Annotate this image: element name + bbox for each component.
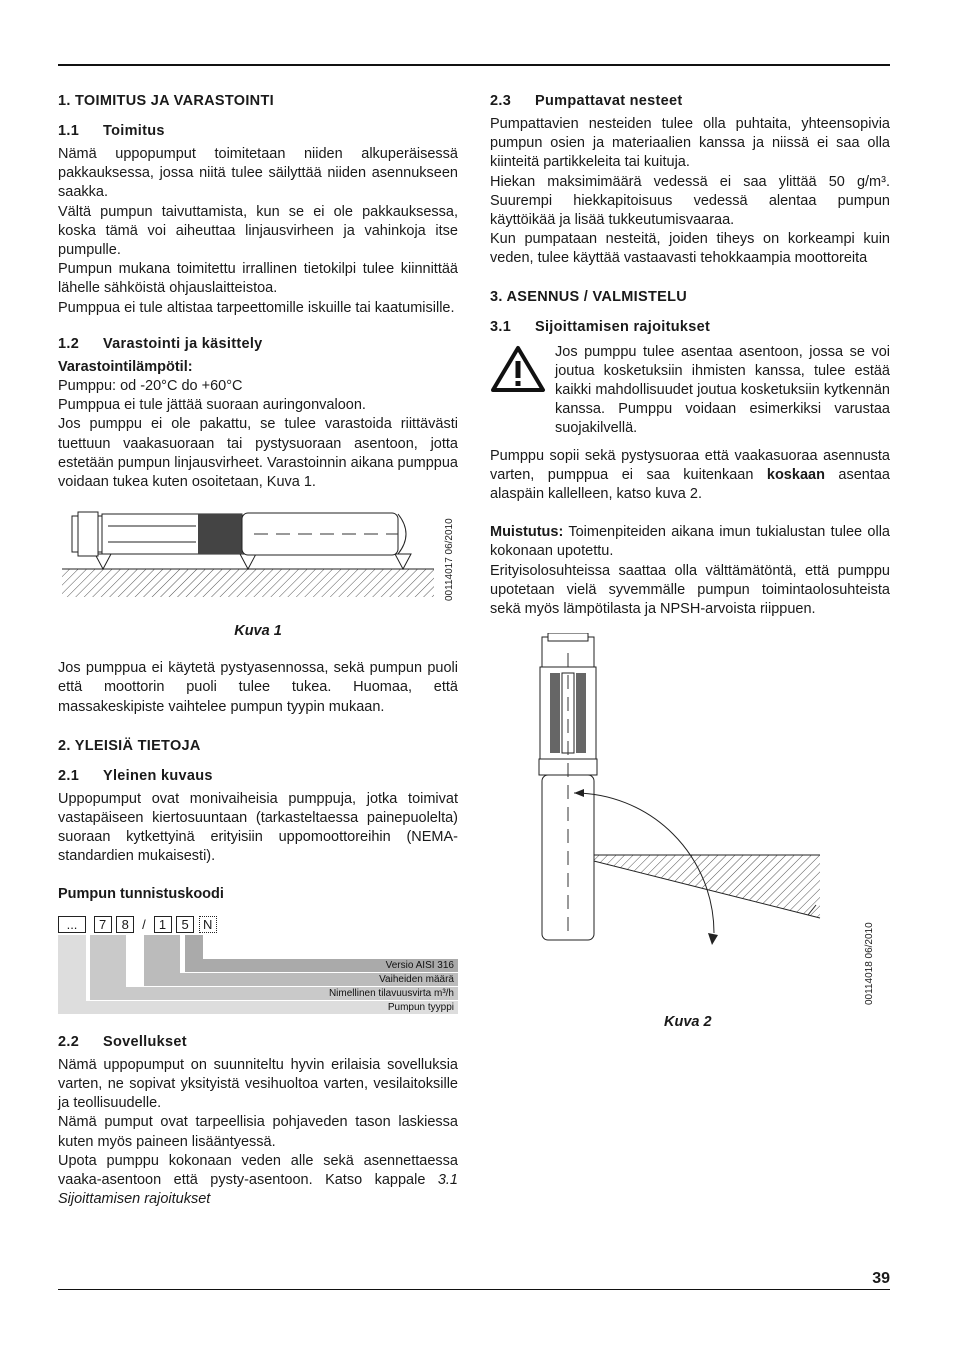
- horizontal-pump-illustration: [58, 504, 458, 619]
- warning-text: Jos pumppu tulee asentaa asentoon, jossa se voi joutua kosketuksiin ihmisten kanssa, tulee estää kaikki mahdollisuudet joutua kosketuksiin kytkennän kanssa. Pumppu voidaan esimerkiksi varustaa suojakilvellä.: [555, 343, 890, 437]
- warning-icon: [490, 345, 546, 393]
- paragraph: Pumppu sopii sekä pystysuoraa että vaakasuoraa asennusta varten, pumppua ei saa kuitenkaan koskaan asentaa alaspäin kallelleen, katso kuva 2.: [490, 447, 890, 503]
- paragraph: Kun pumpataan nesteitä, joiden tiheys on korkeampi kuin veden, tulee käyttää vastaavasti tehokkaampia moottoreita: [490, 231, 890, 267]
- figure-1: [58, 504, 458, 619]
- paragraph: Pumppua ei tule altistaa tarpeettomille iskuille tai kaatumisille.: [58, 299, 455, 316]
- paragraph: Nämä uppopumput on suunniteltu hyvin erilaisia sovelluksia varten, ne sopivat yksityistä vesihuoltoa varten, vesilaitoksille ja teollisuudelle.: [58, 1056, 458, 1112]
- code-boxes: [58, 916, 217, 933]
- page-number: 39: [872, 1270, 890, 1287]
- paragraph: Pumpattavien nesteiden tulee olla puhtaita, yhteensopivia pumpun osien ja materiaalien kanssa ja niissä ei saa olla kiinteitä partikkeleita tai kuituja.: [490, 116, 890, 171]
- figure-1-code: 00114017 06/2010: [444, 518, 455, 602]
- section-2-1-heading: 2.1 Yleinen kuvaus: [58, 767, 213, 784]
- code-box: 1: [154, 916, 172, 933]
- section-1-1-heading: 1.1 Toimitus: [58, 123, 165, 139]
- code-box: 8: [116, 916, 134, 933]
- code-label-bar: Vaiheiden määrä: [144, 973, 458, 986]
- identification-code-diagram: [58, 916, 458, 1014]
- section-3-heading: 3. ASENNUS / VALMISTELU: [490, 288, 688, 305]
- code-label-bar: Versio AISI 316: [185, 959, 458, 972]
- code-title: Pumpun tunnistuskoodi: [58, 885, 224, 902]
- code-separator: /: [142, 916, 146, 932]
- paragraph: Pumpun mukana toimitettu irrallinen tietokilpi tulee kiinnittää lähelle sähköistä ohjauslaitteistoa.: [58, 261, 458, 297]
- bottom-rule: [58, 1289, 890, 1290]
- paragraph: Upota pumppu kokonaan veden alle sekä asennettaessa vaaka-asentoon että pysty-asentoon. Katso kappale 3.1 Sijoittamisen rajoitukset: [58, 1152, 458, 1208]
- section-1-heading: 1. TOIMITUS JA VARASTOINTI: [58, 93, 274, 109]
- paragraph: Nämä pumput ovat tarpeellisia pohjaveden tason laskiessa kuten myös paineen lisääntyessä.: [58, 1114, 458, 1150]
- figure-2: [490, 633, 890, 1018]
- paragraph: Uppopumput ovat monivaiheisia pumppuja, jotka toimivat vastapäiseen kiertosuuntaan (tarkasteltaessa painepuolelta) suoraan kytkettyinä erityisiin uppomoottoreihin (NEMA-standardien mukaisesti).: [58, 790, 458, 865]
- section-2-heading: 2. YLEISIÄ TIETOJA: [58, 737, 201, 754]
- code-box: N: [199, 916, 217, 933]
- warning-block: [490, 343, 890, 439]
- paragraph: Jos pumppu ei ole pakattu, se tulee varastoida riittävästi tuettuun vaakasuoraan tai pystysuoraan asentoon, jotta estetään pumpun linjausvirheet. Varastoinnin aikana pumppua voidaan tukea kuten osoitetaan, Kuva 1.: [58, 416, 458, 491]
- code-box: 5: [176, 916, 194, 933]
- code-box: ...: [58, 916, 86, 933]
- figure-2-caption: Kuva 2: [664, 1014, 712, 1031]
- section-2-3-heading: 2.3 Pumpattavat nesteet: [490, 93, 683, 109]
- section-1-2-heading: 1.2 Varastointi ja käsittely: [58, 335, 263, 352]
- paragraph: Pumppua ei tule jättää suoraan auringonvaloon.: [58, 397, 366, 414]
- top-rule: [58, 64, 890, 66]
- code-box: 7: [94, 916, 112, 933]
- right-column: [490, 93, 890, 1030]
- vertical-pump-illustration: [490, 633, 890, 1018]
- figure-2-code: 00114018 06/2010: [864, 922, 875, 1006]
- paragraph: Erityisolosuhteissa saattaa olla välttämätöntä, että pumppu upotetaan vielä syvemmälle pumpun toimintaolosuhteista sekä myös lämpötilasta ja NPSH-arvoista riippuen.: [490, 562, 890, 618]
- storage-temp-label: Varastointilämpötil:: [58, 358, 193, 375]
- paragraph: Jos pumppua ei käytetä pystyasennossa, sekä pumpun puoli että moottorin puoli tulee tukea. Huomaa, että massakeskipiste vaihtelee pumpun tyypin mukaan.: [58, 660, 458, 715]
- section-2-2-heading: 2.2 Sovellukset: [58, 1033, 187, 1050]
- paragraph: Vältä pumpun taivuttamista, kun se ei ole pakkauksessa, koska tämä voi aiheuttaa linjausvirheen ja vahinkoja itse pumpulle.: [58, 203, 458, 259]
- left-column: [58, 93, 458, 1210]
- figure-1-caption: Kuva 1: [234, 623, 282, 640]
- paragraph: Muistutus: Toimenpiteiden aikana imun tukialustan tulee olla kokonaan upotettu.: [490, 524, 890, 560]
- storage-temp-value: Pumppu: od -20°C do +60°C: [58, 378, 243, 395]
- paragraph: Hiekan maksimimäärä vedessä ei saa ylittää 50 g/m³. Suurempi hiekkapitoisuus vedessä alentaa pumpun käyttöikää ja lisää tukkeutumisvaaraa.: [490, 173, 890, 229]
- section-3-1-heading: 3.1 Sijoittamisen rajoitukset: [490, 318, 711, 335]
- code-label-bar: Pumpun tyyppi: [58, 1001, 458, 1014]
- paragraph: Nämä uppopumput toimitetaan niiden alkuperäisessä pakkauksessa, jossa niitä tulee säilyttää niiden asennukseen saakka.: [58, 146, 458, 201]
- code-label-bar: Nimellinen tilavuusvirta m³/h: [90, 987, 458, 1000]
